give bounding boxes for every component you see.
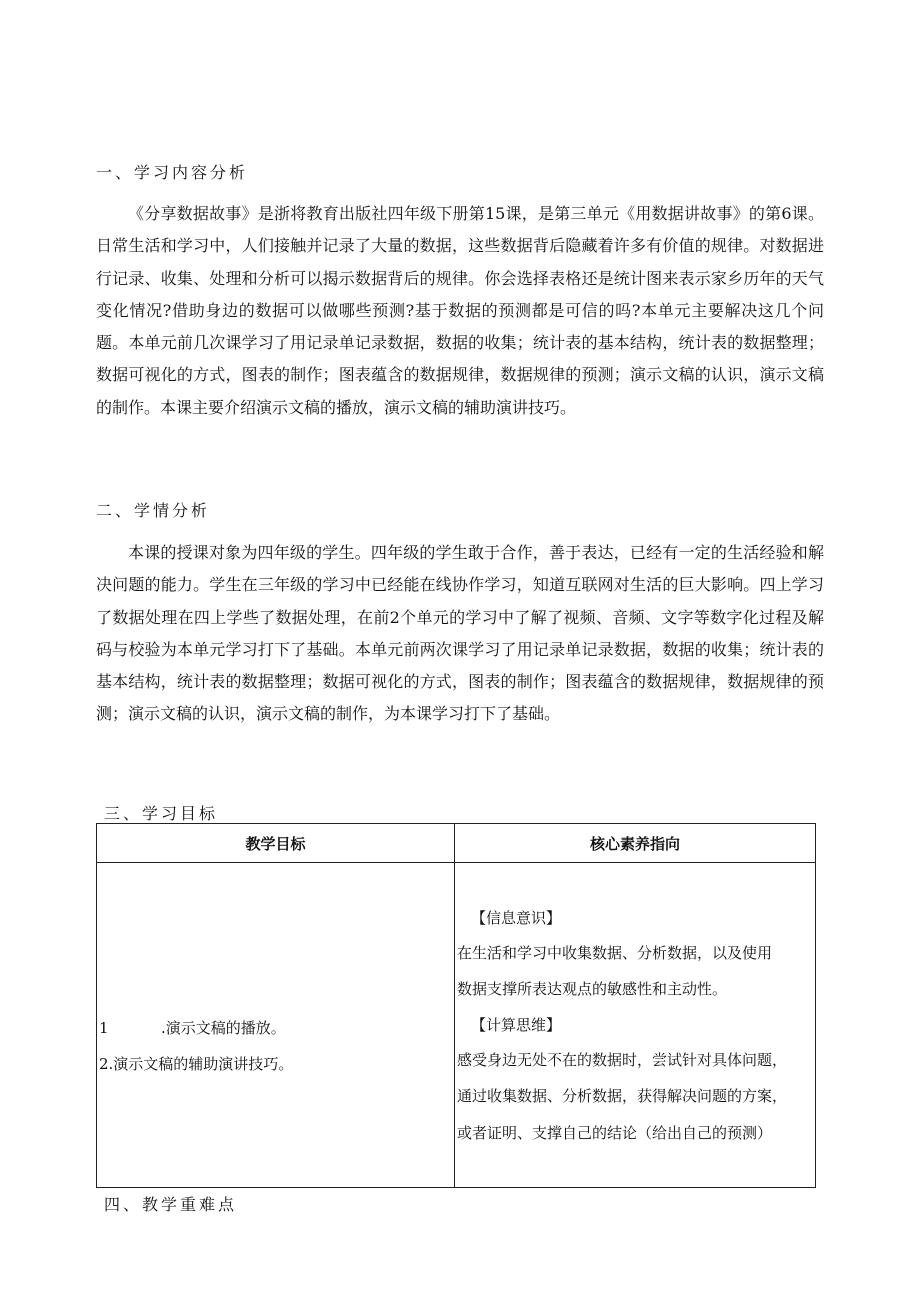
computational-thinking-line: 通过收集数据、分析数据，获得解决问题的方案， [457,1087,788,1106]
goal-item-1-number: 1 [99,1019,109,1037]
computational-thinking-line: 或者证明、支撑自己的结论（给出自己的预测） [457,1123,773,1142]
tag-computational-thinking: 【计算思维】 [471,1015,562,1034]
goal-item-1-text: .演示文稿的播放。 [161,1019,286,1037]
paragraph-learner-analysis: 本课的授课对象为四年级的学生。四年级的学生敢于合作，善于表达，已经有一定的生活经验和解决问题的能力。学生在三年级的学习中已经能在线协作学习，知道互联网对生活的巨大影响。四上学习了数据处理在四上学些了数据处理，在前2个单元的学习中了解了视频、音频、文字等数字化过程及解码与校验为本单元学习打下了基础。本单元前两次课学习了用记录单记录数据，数据的收集；统计表的基本结构，统计表的数据整理；数据可视化的方式，图表的制作；图表蕴含的数据规律，数据规律的预测；演示文稿的认识，演示文稿的制作，为本课学习打下了基础。 [96,543,824,724]
heading-key-difficulties: 四、教学重难点 [104,1195,238,1214]
tag-information-awareness: 【信息意识】 [471,908,562,927]
header-teaching-goals: 教学目标 [97,824,455,863]
goals-cell-left [97,863,455,1188]
goal-item-1 [99,1010,454,1046]
info-awareness-line: 在生活和学习中收集数据、分析数据，以及使用 [457,943,773,962]
goals-table-header-row [97,824,816,863]
heading-learner-analysis: 二、学情分析 [96,501,211,520]
info-awareness-line: 数据支撑所表达观点的敏感性和主动性。 [457,980,728,999]
header-core-literacy: 核心素养指向 [455,824,816,863]
goals-cell-right [455,863,816,1188]
goal-item-2: 2.演示文稿的辅助演讲技巧。 [99,1055,294,1073]
heading-learning-goals: 三、学习目标 [104,804,219,823]
heading-content-analysis: 一、学习内容分析 [96,163,249,182]
paragraph-content-analysis: 《分享数据故事》是浙将教育出版社四年级下册第15课，是第三单元《用数据讲故事》的第6课。日常生活和学习中，人们接触并记录了大量的数据，这些数据背后隐藏着许多有价值的规律。对数据进行记录、收集、处理和分析可以揭示数据背后的规律。你会选择表格还是统计图来表示家乡历年的天气变化情况?借助身边的数据可以做哪些预测?基于数据的预测都是可信的吗?本单元主要解决这几个问题。本单元前几次课学习了用记录单记录数据，数据的收集；统计表的基本结构，统计表的数据整理；数据可视化的方式，图表的制作；图表蕴含的数据规律，数据规律的预测；演示文稿的认识，演示文稿的制作。本课主要介绍演示文稿的播放，演示文稿的辅助演讲技巧。 [96,204,824,417]
computational-thinking-line: 感受身边无处不在的数据时，尝试针对具体问题， [457,1050,788,1069]
goals-table [96,823,816,1188]
goals-table-body-row [97,863,816,1188]
